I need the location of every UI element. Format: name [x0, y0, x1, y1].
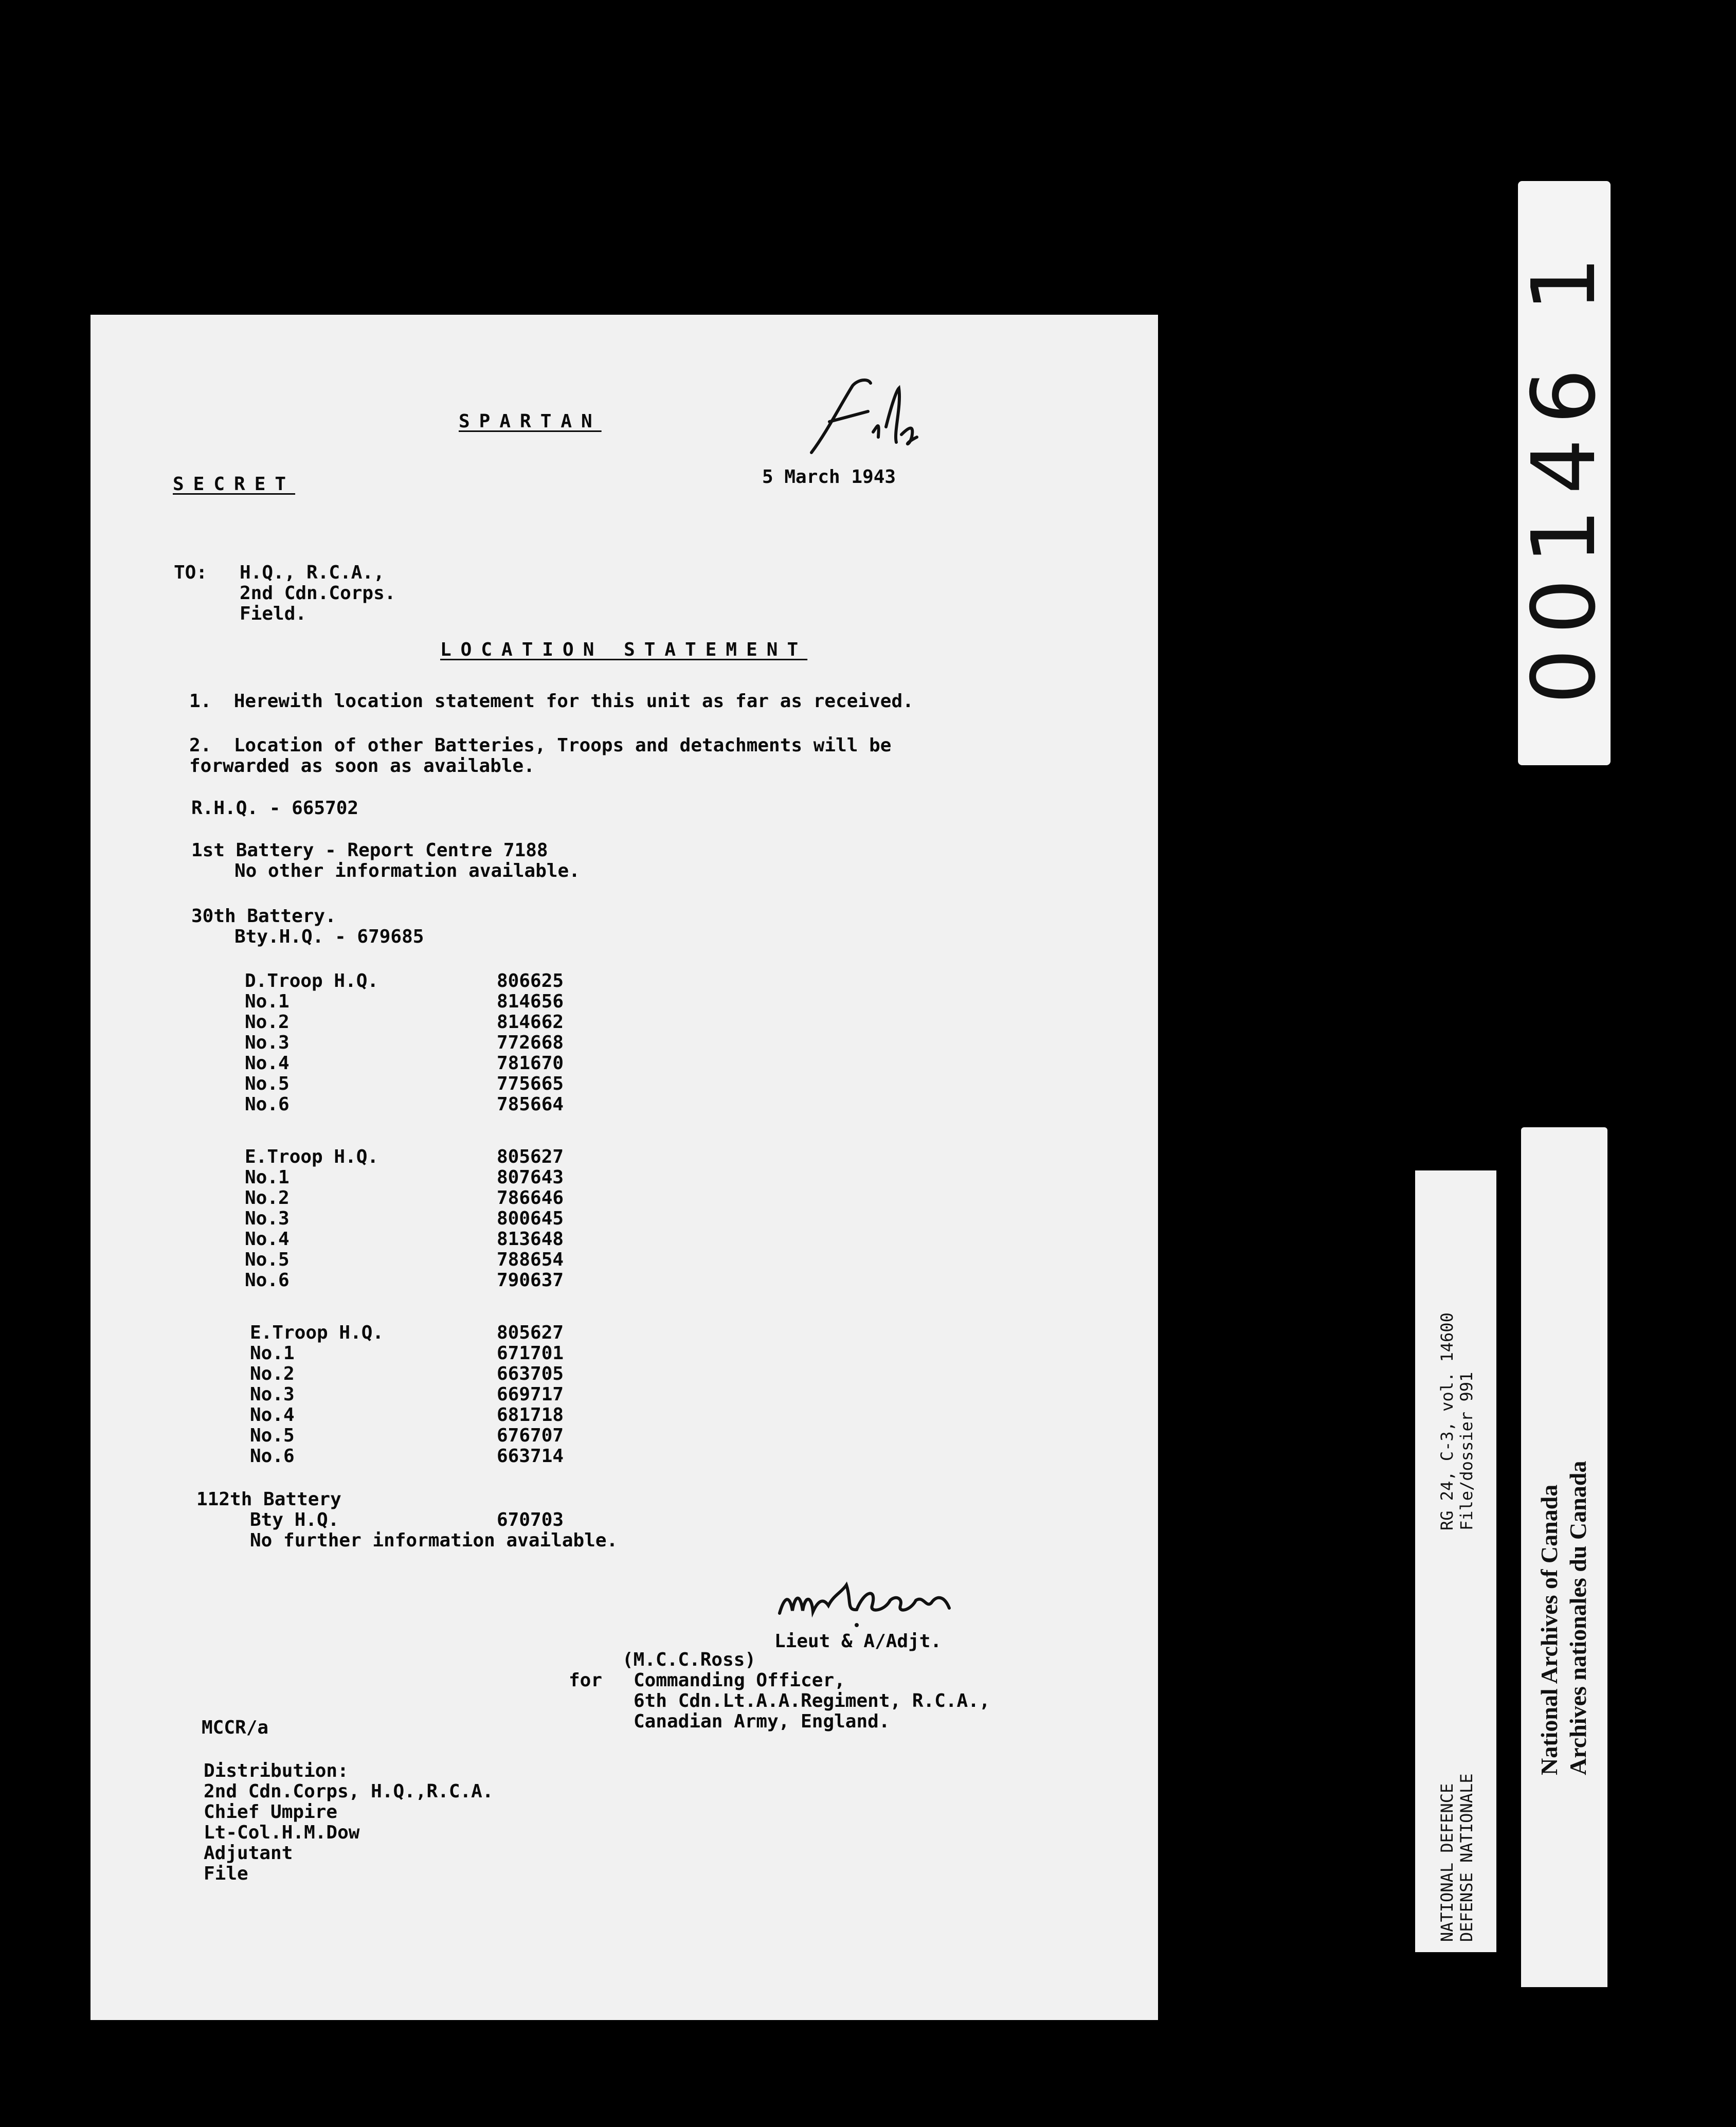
map-reference: 807643 [497, 1167, 564, 1188]
gun-position-label: No.1 [245, 991, 290, 1012]
troop-hq-label: E.Troop H.Q. [250, 1322, 384, 1343]
first-battery-note: No other information available. [234, 860, 580, 881]
to-label: TO: [174, 562, 208, 583]
signature-org: Commanding Officer, [634, 1670, 845, 1691]
map-reference: 786646 [497, 1187, 564, 1209]
gun-position-label: No.1 [245, 1167, 290, 1188]
map-reference: 669717 [497, 1384, 564, 1405]
map-reference: 814662 [497, 1012, 564, 1033]
to-line: H.Q., R.C.A., [240, 562, 385, 583]
gun-position-label: No.5 [250, 1425, 295, 1446]
map-reference: 805627 [497, 1146, 564, 1167]
document-date: 5 March 1943 [762, 466, 896, 488]
map-reference: 775665 [497, 1073, 564, 1094]
first-battery: 1st Battery - Report Centre 7188 [191, 840, 548, 861]
handwritten-file-note [791, 375, 919, 468]
gun-position-label: No.4 [250, 1404, 295, 1426]
gun-position-label: No.5 [245, 1073, 290, 1094]
map-reference: 785664 [497, 1094, 564, 1115]
gun-position-label: No.6 [245, 1094, 290, 1115]
gun-position-label: No.6 [245, 1270, 290, 1291]
gun-position-label: No.2 [245, 1012, 290, 1033]
gun-position-label: No.1 [250, 1343, 295, 1364]
gun-position-label: No.6 [250, 1446, 295, 1467]
to-line: 2nd Cdn.Corps. [240, 583, 396, 604]
battery-112: 112th Battery [196, 1489, 341, 1510]
battery-30-hq: Bty.H.Q. - 679685 [234, 926, 424, 947]
distribution-label: Distribution: [204, 1760, 349, 1781]
gun-position-label: No.3 [245, 1032, 290, 1053]
troop-hq-label: E.Troop H.Q. [245, 1146, 379, 1167]
signature-org: Canadian Army, England. [634, 1711, 890, 1732]
distribution-item: Adjutant [204, 1843, 293, 1864]
document-page [91, 315, 1158, 2020]
map-reference: 681718 [497, 1404, 564, 1426]
gun-position-label: No.3 [245, 1208, 290, 1229]
gun-position-label: No.2 [250, 1363, 295, 1384]
paragraph-2: 2. Location of other Batteries, Troops and detachments will be [189, 735, 892, 756]
map-reference: 814656 [497, 991, 564, 1012]
to-line: Field. [240, 603, 307, 624]
signature-org: 6th Cdn.Lt.A.A.Regiment, R.C.A., [634, 1690, 990, 1711]
gun-position-label: No.3 [250, 1384, 295, 1405]
handwritten-signature [769, 1564, 996, 1631]
frame-number-strip [1513, 181, 1615, 765]
rhq-location: R.H.Q. - 665702 [191, 798, 359, 819]
distribution-item: Lt-Col.H.M.Dow [204, 1822, 360, 1843]
department-label [1415, 1170, 1496, 1952]
collection-line: File/dossier 991 [1457, 1372, 1476, 1530]
archives-name-fr: Archives nationales du Canada [1565, 1461, 1591, 1775]
map-reference: 676707 [497, 1425, 564, 1446]
header-title: SPARTAN [459, 411, 602, 432]
signature-rank: Lieut & A/Adjt. [774, 1631, 942, 1652]
reference-code: MCCR/a [202, 1717, 269, 1738]
gun-position-label: No.4 [245, 1053, 290, 1074]
map-reference: 813648 [497, 1229, 564, 1250]
map-reference: 790637 [497, 1270, 564, 1291]
map-reference: 663714 [497, 1446, 564, 1467]
signature-name: (M.C.C.Ross) [622, 1649, 756, 1670]
map-reference: 663705 [497, 1363, 564, 1384]
archives-name-en: National Archives of Canada [1536, 1484, 1562, 1775]
distribution-item: File [204, 1863, 248, 1884]
map-reference: 671701 [497, 1343, 564, 1364]
troop-hq-label: D.Troop H.Q. [245, 970, 379, 992]
battery-112-hq-label: Bty H.Q. [250, 1509, 339, 1530]
battery-30: 30th Battery. [191, 906, 336, 927]
gun-position-label: No.5 [245, 1249, 290, 1270]
map-reference: 800645 [497, 1208, 564, 1229]
gun-position-label: No.4 [245, 1229, 290, 1250]
distribution-item: Chief Umpire [204, 1801, 338, 1823]
paragraph-2-continued: forwarded as soon as available. [189, 755, 535, 777]
gun-position-label: No.2 [245, 1187, 290, 1209]
collection-line: RG 24, C-3, vol. 14600 [1437, 1312, 1457, 1530]
document-heading: LOCATION STATEMENT [440, 639, 808, 660]
archives-label [1521, 1127, 1607, 1987]
map-reference: 788654 [497, 1249, 564, 1270]
frame-number: 00146 1 [1513, 242, 1615, 705]
battery-112-note: No further information available. [250, 1530, 618, 1551]
map-reference: 805627 [497, 1322, 564, 1343]
for-label: for [569, 1670, 603, 1691]
distribution-item: 2nd Cdn.Corps, H.Q.,R.C.A. [204, 1781, 494, 1802]
battery-112-hq-ref: 670703 [497, 1509, 564, 1530]
department-line: NATIONAL DEFENCE [1437, 1783, 1457, 1942]
map-reference: 772668 [497, 1032, 564, 1053]
classification-label: SECRET [173, 474, 296, 495]
map-reference: 781670 [497, 1053, 564, 1074]
map-reference: 806625 [497, 970, 564, 992]
department-line: DEFENSE NATIONALE [1457, 1773, 1476, 1942]
paragraph-1: 1. Herewith location statement for this unit as far as received. [189, 691, 914, 712]
